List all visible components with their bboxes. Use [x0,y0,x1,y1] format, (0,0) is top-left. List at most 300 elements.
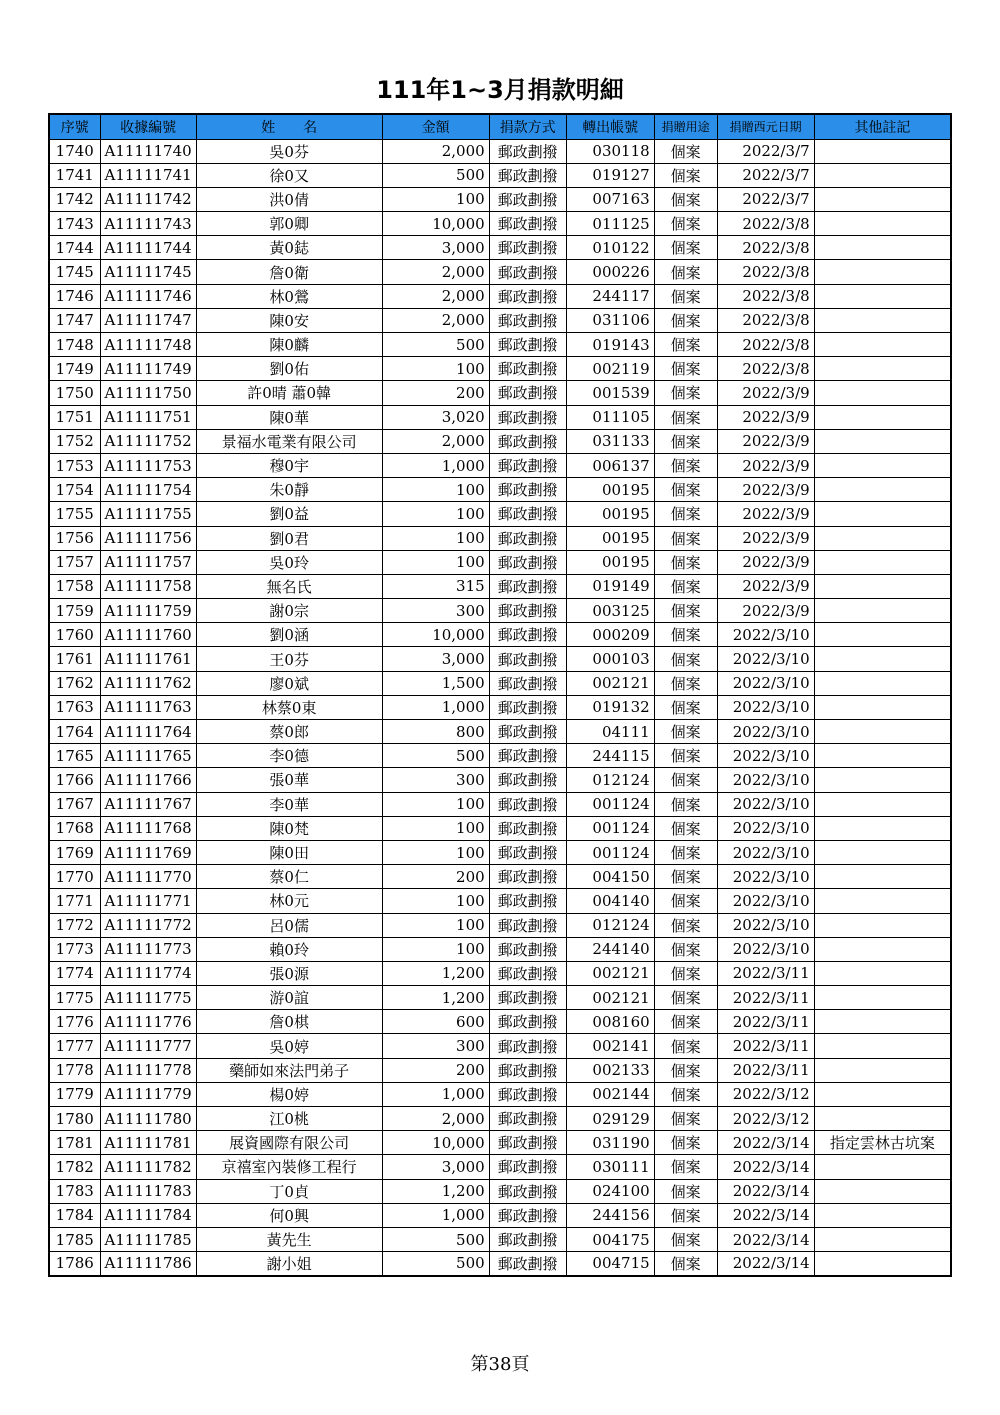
table-row [49,1010,951,1034]
cell-date: 2022/3/9 [717,502,814,526]
cell-date: 2022/3/10 [717,937,814,961]
cell-amount: 100 [382,357,489,381]
cell-receipt-no: A11111777 [100,1034,196,1058]
cell-name: 郭0卿 [196,212,382,236]
cell-account: 010122 [566,236,654,260]
table-row [49,647,951,671]
cell-notes [814,405,951,429]
cell-notes [814,961,951,985]
cell-seq: 1782 [49,1155,100,1179]
table-row [49,1203,951,1227]
cell-date: 2022/3/14 [717,1131,814,1155]
cell-notes [814,574,951,598]
cell-account: 031106 [566,308,654,332]
cell-date: 2022/3/8 [717,284,814,308]
cell-amount: 200 [382,865,489,889]
table-row [49,816,951,840]
cell-notes [814,768,951,792]
cell-amount: 300 [382,1034,489,1058]
cell-amount: 100 [382,840,489,864]
cell-seq: 1770 [49,865,100,889]
cell-name: 吳0婷 [196,1034,382,1058]
cell-method: 郵政劃撥 [489,1082,566,1106]
cell-method: 郵政劃撥 [489,816,566,840]
cell-account: 007163 [566,187,654,211]
cell-name: 景福水電業有限公司 [196,429,382,453]
cell-account: 244117 [566,284,654,308]
cell-method: 郵政劃撥 [489,357,566,381]
cell-account: 002119 [566,357,654,381]
cell-purpose: 個案 [654,1034,717,1058]
cell-amount: 100 [382,913,489,937]
cell-amount: 1,500 [382,671,489,695]
cell-date: 2022/3/10 [717,889,814,913]
cell-amount: 1,200 [382,1179,489,1203]
cell-date: 2022/3/10 [717,792,814,816]
cell-notes [814,1034,951,1058]
cell-receipt-no: A11111755 [100,502,196,526]
cell-method: 郵政劃撥 [489,623,566,647]
cell-seq: 1755 [49,502,100,526]
cell-account: 000209 [566,623,654,647]
cell-seq: 1772 [49,913,100,937]
cell-purpose: 個案 [654,1082,717,1106]
header-date: 捐贈西元日期 [717,114,814,139]
table-row [49,865,951,889]
cell-method: 郵政劃撥 [489,1179,566,1203]
cell-name: 謝0宗 [196,599,382,623]
cell-method: 郵政劃撥 [489,212,566,236]
cell-method: 郵政劃撥 [489,453,566,477]
cell-purpose: 個案 [654,768,717,792]
cell-receipt-no: A11111764 [100,720,196,744]
cell-name: 劉0佑 [196,357,382,381]
cell-seq: 1757 [49,550,100,574]
cell-seq: 1779 [49,1082,100,1106]
cell-amount: 3,000 [382,236,489,260]
cell-date: 2022/3/9 [717,550,814,574]
table-row [49,550,951,574]
table-row [49,526,951,550]
cell-purpose: 個案 [654,308,717,332]
cell-purpose: 個案 [654,1010,717,1034]
cell-notes [814,308,951,332]
cell-method: 郵政劃撥 [489,647,566,671]
cell-amount: 2,000 [382,139,489,163]
cell-receipt-no: A11111745 [100,260,196,284]
cell-amount: 3,000 [382,1155,489,1179]
cell-amount: 1,000 [382,1203,489,1227]
table-body [49,139,951,1276]
cell-date: 2022/3/10 [717,720,814,744]
table-row [49,187,951,211]
cell-notes [814,599,951,623]
cell-purpose: 個案 [654,333,717,357]
cell-method: 郵政劃撥 [489,599,566,623]
cell-amount: 500 [382,1252,489,1276]
cell-date: 2022/3/9 [717,429,814,453]
cell-notes [814,1082,951,1106]
cell-method: 郵政劃撥 [489,1203,566,1227]
cell-seq: 1785 [49,1227,100,1251]
cell-date: 2022/3/10 [717,816,814,840]
cell-seq: 1771 [49,889,100,913]
cell-name: 王0芬 [196,647,382,671]
cell-account: 004140 [566,889,654,913]
cell-date: 2022/3/14 [717,1155,814,1179]
table-row [49,1107,951,1131]
cell-amount: 1,200 [382,986,489,1010]
cell-amount: 1,200 [382,961,489,985]
cell-notes [814,671,951,695]
cell-notes [814,1107,951,1131]
cell-account: 001539 [566,381,654,405]
cell-name: 展資國際有限公司 [196,1131,382,1155]
cell-receipt-no: A11111782 [100,1155,196,1179]
cell-purpose: 個案 [654,526,717,550]
table-row [49,889,951,913]
cell-seq: 1740 [49,139,100,163]
cell-name: 徐0又 [196,163,382,187]
cell-receipt-no: A11111760 [100,623,196,647]
cell-account: 00195 [566,526,654,550]
table-header-row [49,114,951,139]
cell-receipt-no: A11111758 [100,574,196,598]
cell-date: 2022/3/10 [717,744,814,768]
table-row [49,333,951,357]
cell-purpose: 個案 [654,792,717,816]
cell-seq: 1778 [49,1058,100,1082]
cell-notes [814,744,951,768]
cell-notes [814,647,951,671]
cell-date: 2022/3/7 [717,139,814,163]
cell-receipt-no: A11111744 [100,236,196,260]
cell-account: 002144 [566,1082,654,1106]
cell-seq: 1759 [49,599,100,623]
cell-amount: 1,000 [382,1082,489,1106]
cell-purpose: 個案 [654,212,717,236]
cell-purpose: 個案 [654,1179,717,1203]
cell-notes [814,429,951,453]
cell-seq: 1774 [49,961,100,985]
cell-seq: 1773 [49,937,100,961]
cell-notes [814,212,951,236]
cell-notes [814,1058,951,1082]
table-row [49,163,951,187]
cell-account: 011125 [566,212,654,236]
cell-receipt-no: A11111761 [100,647,196,671]
cell-name: 張0華 [196,768,382,792]
cell-seq: 1766 [49,768,100,792]
cell-receipt-no: A11111767 [100,792,196,816]
cell-amount: 100 [382,526,489,550]
cell-notes [814,1010,951,1034]
cell-date: 2022/3/14 [717,1227,814,1251]
cell-notes [814,526,951,550]
cell-name: 朱0靜 [196,478,382,502]
cell-receipt-no: A11111754 [100,478,196,502]
cell-notes [814,1203,951,1227]
cell-receipt-no: A11111763 [100,695,196,719]
cell-date: 2022/3/11 [717,1034,814,1058]
cell-notes [814,1179,951,1203]
header-amount: 金額 [382,114,489,139]
cell-amount: 300 [382,768,489,792]
cell-name: 劉0君 [196,526,382,550]
cell-method: 郵政劃撥 [489,1058,566,1082]
cell-receipt-no: A11111741 [100,163,196,187]
cell-purpose: 個案 [654,889,717,913]
cell-notes [814,236,951,260]
cell-account: 001124 [566,792,654,816]
cell-method: 郵政劃撥 [489,720,566,744]
cell-date: 2022/3/10 [717,768,814,792]
cell-notes [814,986,951,1010]
table-row [49,1131,951,1155]
cell-amount: 500 [382,1227,489,1251]
cell-date: 2022/3/11 [717,1010,814,1034]
cell-receipt-no: A11111749 [100,357,196,381]
cell-account: 004150 [566,865,654,889]
cell-amount: 2,000 [382,284,489,308]
cell-account: 024100 [566,1179,654,1203]
cell-method: 郵政劃撥 [489,526,566,550]
table-row [49,720,951,744]
cell-receipt-no: A11111784 [100,1203,196,1227]
cell-name: 詹0棋 [196,1010,382,1034]
cell-account: 030111 [566,1155,654,1179]
cell-purpose: 個案 [654,357,717,381]
donation-table [48,113,952,1277]
cell-seq: 1750 [49,381,100,405]
cell-amount: 2,000 [382,429,489,453]
cell-date: 2022/3/10 [717,695,814,719]
cell-method: 郵政劃撥 [489,574,566,598]
cell-amount: 3,020 [382,405,489,429]
cell-seq: 1784 [49,1203,100,1227]
cell-receipt-no: A11111768 [100,816,196,840]
cell-account: 002121 [566,671,654,695]
table-row [49,236,951,260]
cell-name: 陳0梵 [196,816,382,840]
cell-method: 郵政劃撥 [489,840,566,864]
cell-receipt-no: A11111750 [100,381,196,405]
cell-purpose: 個案 [654,937,717,961]
cell-notes [814,260,951,284]
cell-method: 郵政劃撥 [489,284,566,308]
table-row [49,453,951,477]
cell-name: 廖0斌 [196,671,382,695]
cell-account: 000103 [566,647,654,671]
cell-seq: 1769 [49,840,100,864]
cell-name: 游0誼 [196,986,382,1010]
cell-account: 002121 [566,961,654,985]
cell-account: 001124 [566,816,654,840]
cell-date: 2022/3/9 [717,599,814,623]
table-row [49,768,951,792]
table-row [49,1252,951,1276]
cell-receipt-no: A11111757 [100,550,196,574]
cell-name: 江0桃 [196,1107,382,1131]
cell-receipt-no: A11111783 [100,1179,196,1203]
table-row [49,1227,951,1251]
table-row [49,671,951,695]
cell-name: 洪0倩 [196,187,382,211]
table-row [49,1155,951,1179]
cell-seq: 1742 [49,187,100,211]
cell-date: 2022/3/10 [717,913,814,937]
cell-date: 2022/3/9 [717,478,814,502]
cell-receipt-no: A11111766 [100,768,196,792]
cell-receipt-no: A11111769 [100,840,196,864]
cell-receipt-no: A11111759 [100,599,196,623]
table-row [49,478,951,502]
cell-name: 呂0儒 [196,913,382,937]
cell-method: 郵政劃撥 [489,695,566,719]
cell-name: 楊0婷 [196,1082,382,1106]
cell-date: 2022/3/9 [717,526,814,550]
cell-name: 何0興 [196,1203,382,1227]
table-row [49,357,951,381]
cell-purpose: 個案 [654,550,717,574]
cell-account: 031190 [566,1131,654,1155]
cell-seq: 1777 [49,1034,100,1058]
cell-receipt-no: A11111776 [100,1010,196,1034]
cell-seq: 1775 [49,986,100,1010]
cell-seq: 1767 [49,792,100,816]
cell-seq: 1749 [49,357,100,381]
table-row [49,405,951,429]
cell-account: 019127 [566,163,654,187]
cell-date: 2022/3/11 [717,961,814,985]
cell-name: 李0華 [196,792,382,816]
cell-seq: 1743 [49,212,100,236]
header-purpose: 捐贈用途 [654,114,717,139]
cell-seq: 1747 [49,308,100,332]
table-row [49,599,951,623]
cell-date: 2022/3/10 [717,647,814,671]
cell-notes [814,816,951,840]
cell-amount: 2,000 [382,308,489,332]
cell-account: 00195 [566,502,654,526]
cell-name: 林0鶯 [196,284,382,308]
cell-seq: 1768 [49,816,100,840]
cell-method: 郵政劃撥 [489,1010,566,1034]
table-row [49,695,951,719]
cell-purpose: 個案 [654,381,717,405]
cell-method: 郵政劃撥 [489,333,566,357]
cell-account: 002133 [566,1058,654,1082]
table-row [49,260,951,284]
cell-date: 2022/3/14 [717,1252,814,1276]
cell-receipt-no: A11111752 [100,429,196,453]
table-row [49,913,951,937]
cell-name: 穆0宇 [196,453,382,477]
cell-receipt-no: A11111746 [100,284,196,308]
cell-amount: 100 [382,550,489,574]
cell-name: 劉0涵 [196,623,382,647]
cell-method: 郵政劃撥 [489,792,566,816]
cell-seq: 1780 [49,1107,100,1131]
cell-seq: 1786 [49,1252,100,1276]
cell-date: 2022/3/10 [717,671,814,695]
cell-date: 2022/3/11 [717,1058,814,1082]
cell-purpose: 個案 [654,429,717,453]
cell-notes [814,623,951,647]
cell-purpose: 個案 [654,260,717,284]
cell-purpose: 個案 [654,695,717,719]
table-row [49,308,951,332]
cell-account: 031133 [566,429,654,453]
cell-notes [814,889,951,913]
cell-date: 2022/3/9 [717,574,814,598]
cell-account: 00195 [566,478,654,502]
page-title: 111年1~3月捐款明細 [376,76,624,104]
cell-receipt-no: A11111775 [100,986,196,1010]
cell-account: 004715 [566,1252,654,1276]
cell-name: 京禧室內裝修工程行 [196,1155,382,1179]
cell-amount: 100 [382,937,489,961]
cell-method: 郵政劃撥 [489,502,566,526]
cell-receipt-no: A11111748 [100,333,196,357]
cell-method: 郵政劃撥 [489,1252,566,1276]
table-row [49,1179,951,1203]
cell-amount: 315 [382,574,489,598]
cell-name: 蔡0仁 [196,865,382,889]
cell-name: 賴0玲 [196,937,382,961]
cell-amount: 500 [382,333,489,357]
cell-method: 郵政劃撥 [489,865,566,889]
table-row [49,574,951,598]
header-method: 捐款方式 [489,114,566,139]
cell-name: 陳0麟 [196,333,382,357]
cell-name: 吳0玲 [196,550,382,574]
table-row [49,139,951,163]
cell-name: 詹0衛 [196,260,382,284]
cell-account: 003125 [566,599,654,623]
table-row [49,986,951,1010]
cell-notes [814,163,951,187]
cell-purpose: 個案 [654,1155,717,1179]
cell-seq: 1760 [49,623,100,647]
cell-date: 2022/3/14 [717,1203,814,1227]
cell-seq: 1753 [49,453,100,477]
table-row [49,1058,951,1082]
cell-seq: 1741 [49,163,100,187]
cell-seq: 1781 [49,1131,100,1155]
cell-account: 002141 [566,1034,654,1058]
cell-notes [814,1227,951,1251]
cell-seq: 1745 [49,260,100,284]
cell-date: 2022/3/7 [717,163,814,187]
cell-method: 郵政劃撥 [489,1131,566,1155]
cell-receipt-no: A11111779 [100,1082,196,1106]
cell-account: 000226 [566,260,654,284]
cell-seq: 1764 [49,720,100,744]
cell-date: 2022/3/10 [717,840,814,864]
cell-notes [814,284,951,308]
cell-seq: 1761 [49,647,100,671]
cell-amount: 100 [382,187,489,211]
header-name: 姓 名 [196,114,382,139]
cell-name: 吳0芬 [196,139,382,163]
cell-account: 004175 [566,1227,654,1251]
cell-date: 2022/3/9 [717,453,814,477]
cell-amount: 1,000 [382,695,489,719]
cell-purpose: 個案 [654,840,717,864]
cell-amount: 10,000 [382,623,489,647]
cell-purpose: 個案 [654,671,717,695]
